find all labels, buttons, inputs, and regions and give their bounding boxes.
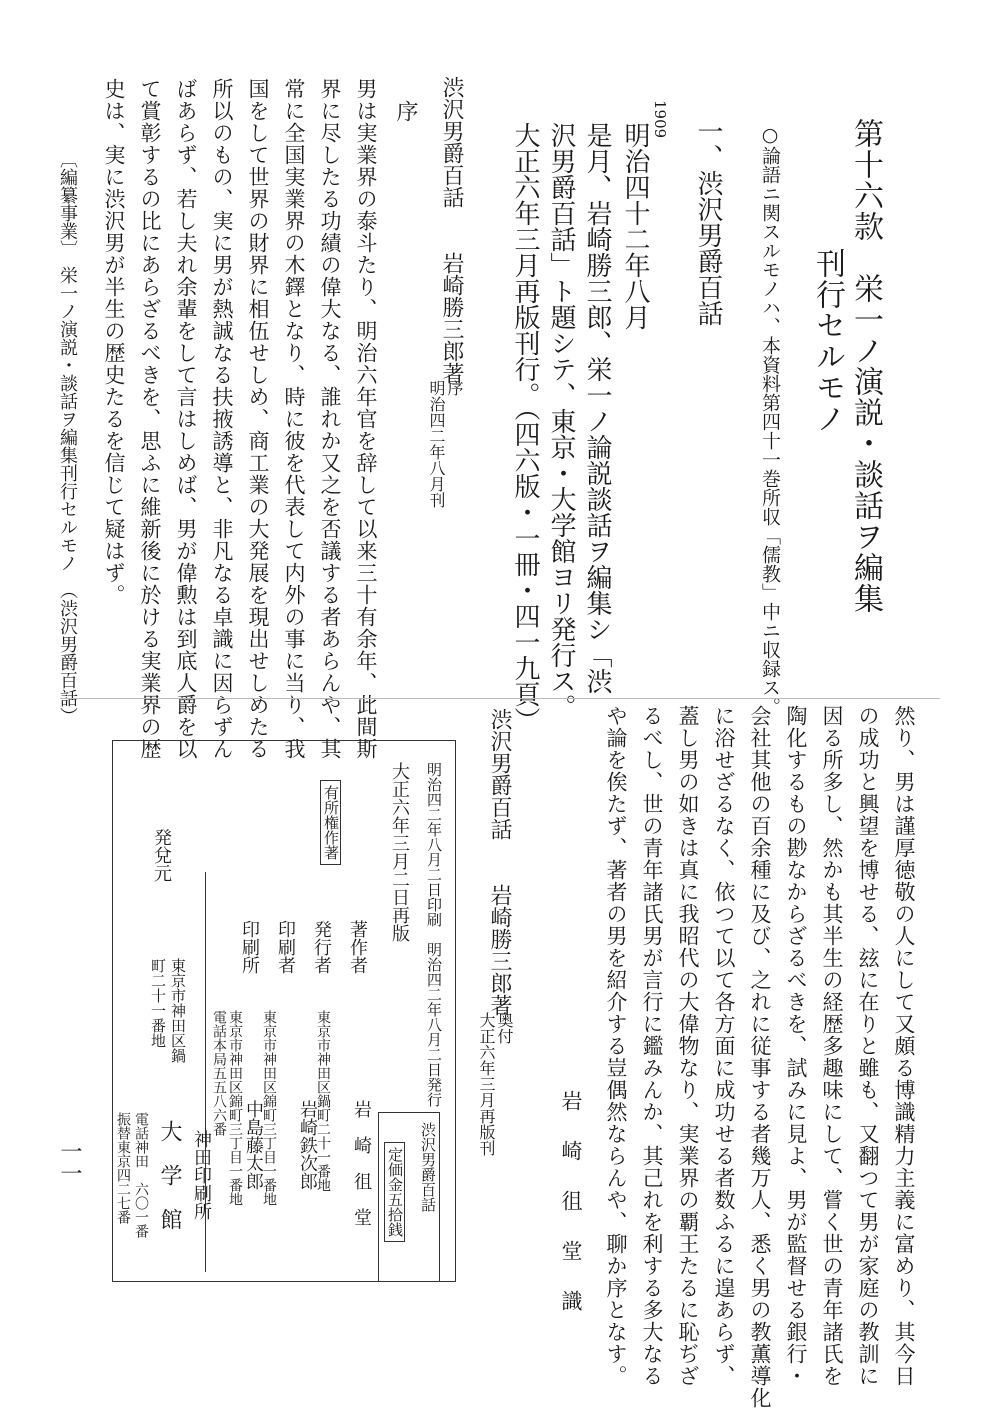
footer-text: 栄一ノ演説・談話ヲ編集刊行セルモノ （渋沢男爵百話）	[57, 266, 78, 725]
colophon-publisher-label: 発行者	[311, 920, 332, 974]
item-body-2: 沢男爵百話」ト題シテ、東京・大学館ヨリ発行ス。	[546, 122, 576, 720]
excerpt2-line: 因る所多し、然かも其半生の経歴多趣味にして、嘗く世の青年諸氏を	[820, 705, 844, 1387]
excerpt1-line: ばあらず、若し夫れ余輩をして言はしめば、男が偉勲は到底人爵を以	[174, 78, 198, 760]
excerpt1-line: て賞彰するの比にあらざるべきを、思ふに維新後に於ける実業界の歴	[138, 78, 162, 760]
colophon-publisher-address: 東京市神田区鍋町二十一番地	[315, 1010, 331, 1192]
excerpt1-line: 史は、実に渋沢男が半生の歴史たるを信じて疑はず。	[102, 78, 126, 606]
excerpt2-line: 然り、男は謹厚徳敬の人にして又頗る博識精力主義に富めり、其今日	[892, 705, 916, 1387]
excerpt1-line: 男は実業界の泰斗たり、明治六年官を辞して以来三十有余年、此間斯	[354, 78, 378, 760]
excerpt2-line: や論を俟たず、著者の男を紹介する豈偶然ならんや、聊か序となす。	[604, 705, 628, 1387]
colophon-printer-label: 印刷者	[275, 920, 296, 974]
colophon-price: 定価金五拾銭	[384, 1142, 405, 1242]
excerpt2-line: るべし、世の青年諸氏男が言行に鑑みんか、其己れを利する多大なる	[640, 705, 664, 1387]
colophon-seller-name: 大 学 館	[157, 1120, 182, 1230]
excerpt1-line: 所以のもの、実に男が熱誠なる扶掖誘導と、非凡なる卓識に因らずん	[210, 78, 234, 760]
colophon-seller-address-1: 東京市神田区鍋	[169, 958, 187, 1063]
excerpt2-line: の成功と興望を博せる、玆に在りと雖も、又翻つて男が家庭の教訓に	[856, 705, 880, 1387]
colophon-book-title: 渋沢男爵百話	[419, 1122, 437, 1212]
excerpt1-line: 常に全国実業界の木鐸となり、時に彼を代表して内外の事に当り、我	[282, 78, 306, 760]
excerpt1-heading: 序	[393, 100, 418, 122]
colophon-author-name: 岩 崎 徂 堂	[351, 1100, 372, 1226]
colophon-seller-address-2: 町二十一番地	[149, 958, 167, 1048]
copyright-stamp: 有所権作著	[320, 780, 341, 865]
colophon-printer-address: 東京市神田区錦町三丁目一番地	[261, 1010, 277, 1206]
colophon-reprint-date: 大正六年三月二日再版	[389, 762, 410, 942]
colophon-seller-label: 発兌元	[151, 828, 172, 882]
colophon-seller-tel: 電話神田 六〇一番	[133, 1112, 149, 1238]
excerpt2-line: 会社其他の百余種に及び、之れに従事する者幾万人、悉く男の教薫導化	[748, 705, 772, 1409]
excerpt2-line: に浴せざるなく、依つて以て各方面に成功せる者数ふるに遑あらず、	[712, 705, 736, 1387]
excerpt2-line: 蓋し男の如きは真に我昭代の大偉物なり、実業界の覇王たるに恥ぢざ	[676, 705, 700, 1387]
item-title: 一、渋沢男爵百話	[693, 118, 723, 326]
excerpt3-title: 渋沢男爵百話 岩崎勝三郎著	[487, 708, 512, 1016]
colophon-printshop-address: 東京市神田区錦町三丁目一番地	[227, 1010, 243, 1206]
excerpt1-line: 国をして世界の財界に相伍せしめ、商工業の大発展を現出せしめたる	[246, 78, 270, 760]
colophon-publisher-name: 岩崎鉄次郎	[297, 1100, 318, 1190]
footer-label: 〔編纂事業〕	[57, 150, 78, 258]
section-heading-2: 刊行セルモノ	[810, 248, 845, 434]
colophon-seller-transfer: 振替東京四二七番	[115, 1112, 131, 1224]
colophon-author-label: 著作者	[347, 920, 368, 974]
colophon-printshop-tel: 電話本局五五八六番	[211, 1010, 227, 1136]
item-date: 明治四十二年八月	[620, 122, 650, 330]
section-note: ○論語ニ関スルモノハ、本資料第四十一巻所収「儒教」中ニ収録ス。	[759, 124, 781, 716]
colophon-printer-name: 中島藤太郎	[243, 1100, 264, 1190]
excerpt2-line: 陶化するもの尠なからざるべきを、試みに見よ、男が監督せる銀行・	[784, 705, 808, 1387]
page-number: 一一	[57, 1140, 82, 1184]
item-year-western: 1909	[651, 100, 669, 139]
item-body-1: 是月、岩崎勝三郎、栄一ノ論説談話ヲ編集シ「渋	[582, 122, 612, 694]
excerpt3-source: 奥付	[495, 1012, 514, 1044]
excerpt1-source: 序	[445, 380, 464, 396]
divider	[60, 698, 940, 699]
excerpt1-source-date: 明治四二年八月刊	[427, 380, 446, 508]
section-heading: 第十六款 栄一ノ演説・談話ヲ編集	[848, 118, 883, 614]
item-body-3: 大正六年三月再版刊行。（四六版・一冊・四一九頁）	[510, 122, 540, 733]
colophon-print-date: 明治四二年八月二日印刷 明治四二年八月二日発行	[425, 762, 443, 1107]
excerpt3-source-date: 大正六年三月再版刊	[477, 1012, 496, 1156]
colophon-printshop-name: 神田印刷所	[191, 1130, 212, 1220]
excerpt2-signature: 岩 崎 徂 堂 識	[559, 1090, 583, 1315]
excerpt1-line: 界に尽したる功績の偉大なる、誰れか又之を否議する者あらんや、其	[318, 78, 342, 760]
colophon-printshop-label: 印刷所	[239, 920, 260, 974]
excerpt1-title: 渋沢男爵百話 岩崎勝三郎著	[439, 76, 464, 384]
